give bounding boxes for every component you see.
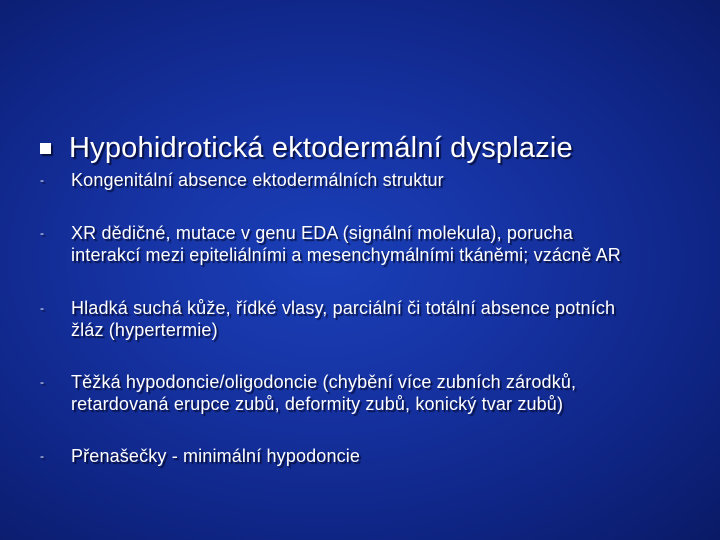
list-item-text [71, 222, 621, 266]
list-item-line: XR dědičné, mutace v genu EDA (signální molekula), porucha [71, 223, 573, 243]
dash-bullet-icon: - [40, 226, 44, 240]
list-item-line: žláz (hypertermie) [71, 320, 218, 340]
list-item-line: Kongenitální absence ektodermálních struktur [71, 170, 444, 190]
list-item-text [71, 371, 576, 415]
slide-heading [40, 130, 700, 166]
square-bullet-icon [40, 143, 51, 154]
list-item-text [71, 445, 360, 467]
dash-bullet-icon: - [40, 449, 44, 463]
list-item-text [71, 169, 444, 191]
dash-bullet-icon: - [40, 375, 44, 389]
list-item-text [71, 297, 615, 341]
list-item-line: Těžká hypodoncie/oligodoncie (chybění více zubních zárodků, [71, 372, 577, 392]
dash-bullet-icon: - [40, 301, 44, 315]
list-item [40, 371, 700, 415]
list-item [40, 297, 700, 341]
list-item [40, 222, 700, 266]
list-item-line: retardovaná erupce zubů, deformity zubů, konický tvar zubů) [71, 394, 564, 414]
list-item-line: Hladká suchá kůže, řídké vlasy, parciální či totální absence potních [71, 298, 616, 318]
list-item [40, 445, 700, 467]
list-item [40, 169, 700, 191]
heading-text: Hypohidrotická ektodermální dysplazie [69, 132, 573, 164]
dash-bullet-icon: - [40, 173, 44, 187]
list-item-line: interakcí mezi epiteliálními a mesenchymálními tkáněmi; vzácně AR [71, 245, 621, 265]
list-item-line: Přenašečky - minimální hypodoncie [71, 446, 361, 466]
